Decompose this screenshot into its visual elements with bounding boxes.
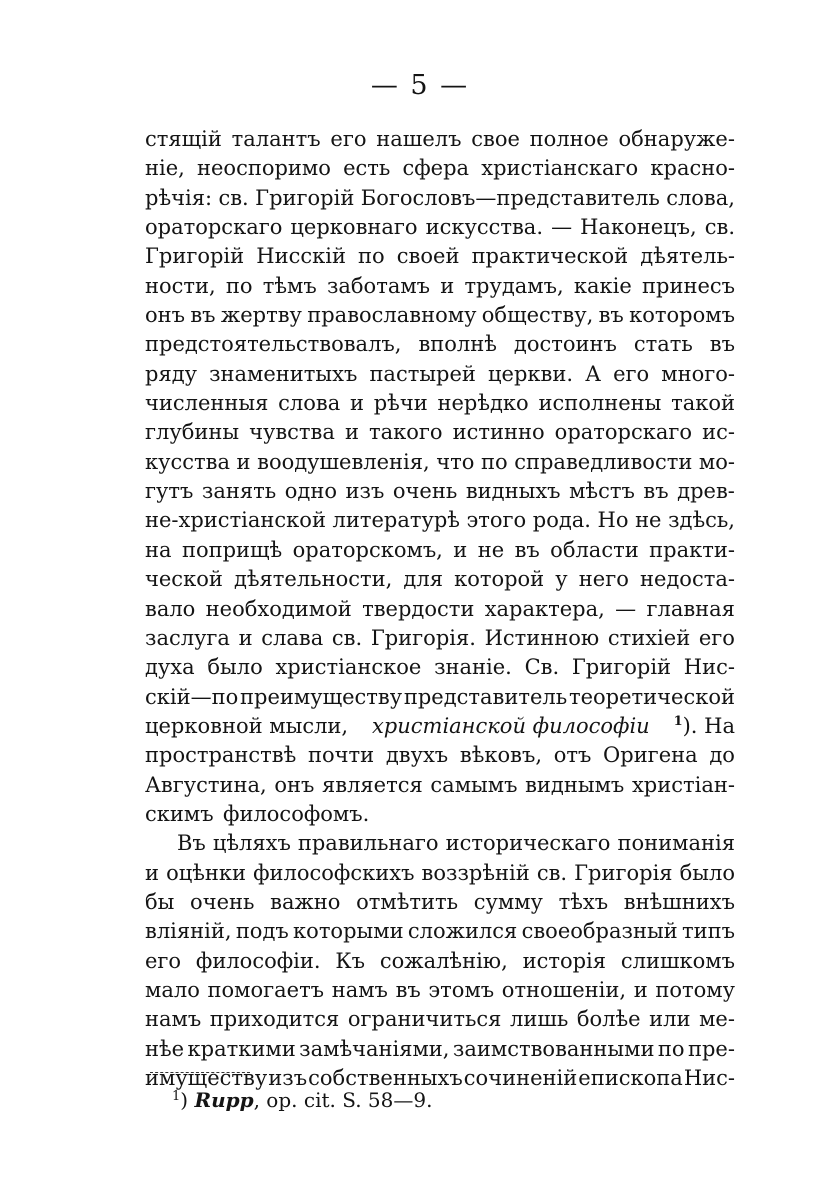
line-text-after [674,712,735,741]
text-line: мало помогаетъ намъ въ этомъ отношеніи, и потому [145,977,735,1002]
text-line: ности, по тѣмъ заботамъ и трудамъ, какіе принесъ [145,273,735,298]
footnote-reference[interactable]: 1 [673,713,683,729]
text-line: не-христіанской литературѣ этого рода. Но не здѣсь, [145,508,735,533]
text-line: глубины чувства и такого истинно ораторскаго ис- [145,420,735,445]
text-line: ораторскаго церковнаго искусства. — Наконецъ, св. [145,215,735,240]
text-line: скій—по преимуществу представитель теоретической [145,684,735,709]
text-line: пространствѣ почти двухъ вѣковъ, отъ Оригена до [145,743,735,768]
footnote-marker: 1 [172,1089,181,1104]
text-line: рѣчія: св. Григорій Богословъ—представитель слова, [145,185,735,210]
text-line: имуществу изъ собственныхъ сочиненій епископа Нис- [145,1066,735,1090]
text-line: вало необходимой твердости характера, — главная [145,596,735,621]
footnote-separator [150,1072,250,1073]
text-line: предстоятельствовалъ, вполнѣ достоинъ стать въ [145,332,735,357]
text-line: намъ приходится ограничиться лишь болѣе или ме- [145,1007,735,1032]
paragraph-2 [145,829,735,1093]
text-line: Августина, онъ является самымъ виднымъ христіан- [145,772,735,797]
text-line: бы очень важно отмѣтить сумму тѣхъ внѣшнихъ [145,889,735,914]
page-number: — 5 — [370,70,470,101]
text-line: ніе, неоспоримо есть сфера христіанскаго красно- [145,156,735,181]
text-line: Въ цѣляхъ правильнаго историческаго пониманія [177,831,735,856]
footnote-citation: , op. cit. S. 58—9. [253,1088,433,1112]
body-text [145,125,735,1093]
paragraph-1 [145,125,735,712]
footnote [172,1088,432,1112]
text-line: ряду знаменитыхъ пастырей церкви. А его много- [145,361,735,386]
text-line: кусства и воодушевленія, что по справедливости мо- [145,449,735,474]
footnote-author: Rupp [194,1088,254,1112]
text-line: Григорій Нисскій по своей практической дѣятель- [145,244,735,269]
text-line-with-footnote [145,712,735,741]
line-text-after-content: ). На [682,713,735,738]
text-line: численныя слова и рѣчи нерѣдко исполнены такой [145,391,735,416]
text-line: вліяній, подъ которыми сложился своеобразный типъ [145,919,735,944]
text-line: и оцѣнки философскихъ воззрѣній св. Григорія было [145,860,735,885]
text-line: скимъ философомъ. [145,801,370,826]
text-line: стящій талантъ его нашелъ свое полное обнаруже- [145,127,735,151]
text-line: гутъ занять одно изъ очень видныхъ мѣстъ въ древ- [145,479,735,504]
text-line: на поприщѣ ораторскомъ, и не въ области практи- [145,537,735,562]
text-line: ческой дѣятельности, для которой у него недоста- [145,567,735,592]
text-line: духа было христіанское знаніе. Св. Григорій Нис- [145,655,735,680]
italic-term: христіанской философіи [371,713,650,738]
text-line: заслуга и слава св. Григорія. Истинною стихіей его [145,625,735,650]
text-line: онъ въ жертву православному обществу, въ которомъ [145,303,735,328]
text-line: его философіи. Къ сожалѣнію, исторія слишкомъ [145,948,735,973]
text-line: нѣе краткими замѣчаніями, заимствованными по пре- [145,1036,735,1061]
line-text-before: церковной мысли, [145,713,349,738]
paragraph-1-tail [145,741,735,829]
footnote-paren: ) [180,1088,189,1112]
